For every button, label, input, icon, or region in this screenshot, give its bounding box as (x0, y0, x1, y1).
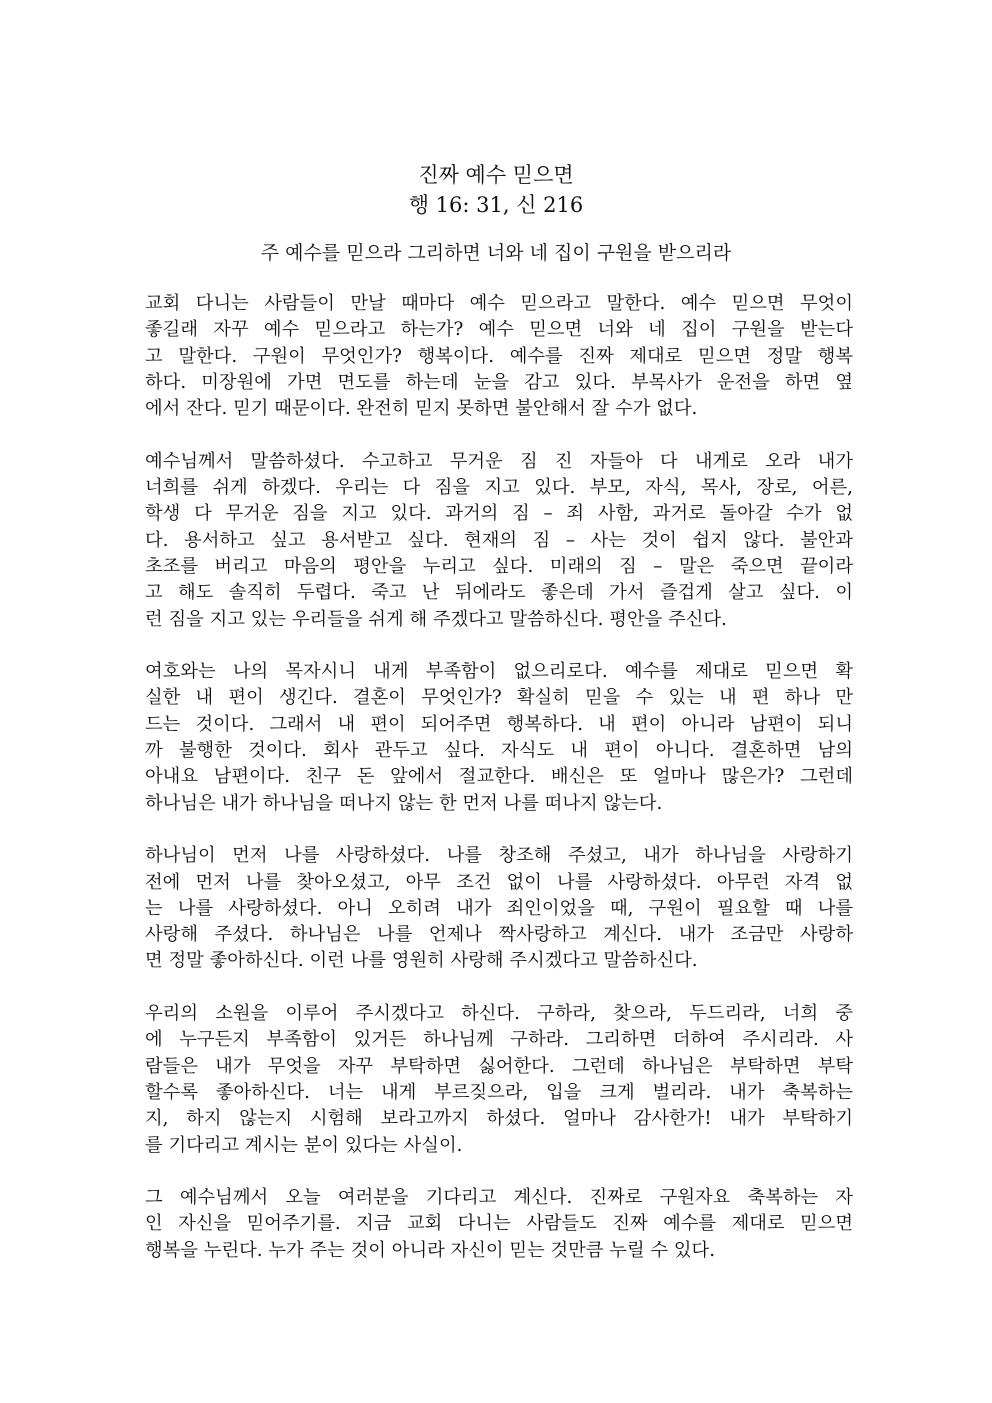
paragraph-6 (145, 1185, 853, 1264)
text-line: 교회 다니는 사람들이 만날 때마다 예수 믿으라고 말한다. 예수 믿으면 무엇이 (145, 293, 853, 314)
paragraph-5 (145, 1001, 853, 1159)
text-line: 를 기다리고 계시는 분이 있다는 사실이. (145, 1134, 463, 1156)
scripture-reference: 행 16: 31, 신 216 (408, 193, 584, 217)
sermon-title: 진짜 예수 믿으면 (418, 163, 574, 187)
text-line: 전에 먼저 나를 찾아오셨고, 아무 조건 없이 나를 사랑하셨다. 아무런 자격 없 (145, 871, 853, 893)
text-line: 고 말한다. 구원이 무엇인가? 행복이다. 예수를 진짜 제대로 믿으면 정말 행복 (145, 345, 853, 367)
text-line: 람들은 내가 무엇을 자꾸 부탁하면 싫어한다. 그런데 하나님은 부탁하면 부탁 (145, 1055, 853, 1077)
text-line: 는 나를 사랑하셨다. 아니 오히려 내가 죄인이었을 때, 구원이 필요할 때 나를 (145, 897, 853, 919)
text-line: 에 누구든지 부족함이 있거든 하나님께 구하라. 그리하면 더하여 주시리라. 사 (145, 1029, 853, 1051)
paragraph-3 (145, 659, 853, 817)
text-line: 우리의 소원을 이루어 주시겠다고 하신다. 구하라, 찾으라, 두드리라, 너희 중 (145, 1003, 853, 1025)
sermon-body (145, 291, 853, 1290)
text-line: 인 자신을 믿어주기를. 지금 교회 다니는 사람들도 진짜 예수를 제대로 믿으면 (145, 1213, 853, 1235)
text-line: 에서 잔다. 믿기 때문이다. 완전히 믿지 못하면 불안해서 잘 수가 없다. (145, 398, 698, 420)
text-line: 까 불행한 것이다. 회사 관두고 싶다. 자식도 내 편이 아니다. 결혼하면 남의 (145, 740, 853, 762)
text-line: 실한 내 편이 생긴다. 결혼이 무엇인가? 확실히 믿을 수 있는 내 편 하나 만 (145, 687, 853, 709)
text-line: 고 해도 솔직히 두렵다. 죽고 난 뒤에라도 좋은데 가서 즐겁게 살고 싶다. 이 (145, 582, 853, 604)
text-line: 학생 다 무거운 짐을 지고 있다. 과거의 짐 – 죄 사함, 과거로 돌아갈 수가 없 (145, 503, 853, 525)
text-line: 하나님은 내가 하나님을 떠나지 않는 한 먼저 나를 떠나지 않는다. (145, 792, 663, 814)
text-line: 런 짐을 지고 있는 우리들을 쉬게 해 주겠다고 말씀하신다. 평안을 주신다. (145, 608, 727, 630)
text-line: 면 정말 좋아하신다. 이런 나를 영원히 사랑해 주시겠다고 말씀하신다. (145, 950, 698, 972)
text-line: 하나님이 먼저 나를 사랑하셨다. 나를 창조해 주셨고, 내가 하나님을 사랑하기 (145, 845, 853, 867)
paragraph-4 (145, 843, 853, 974)
text-line: 지, 하지 않는지 시험해 보라고까지 하셨다. 얼마나 감사한가! 내가 부탁하기 (145, 1108, 853, 1130)
text-line: 할수록 좋아하신다. 너는 내게 부르짖으라, 입을 크게 벌리라. 내가 축복하는 (145, 1081, 853, 1103)
paragraph-1 (145, 291, 853, 422)
text-line: 아내요 남편이다. 친구 돈 앞에서 절교한다. 배신은 또 얼마나 많은가? 그런데 (145, 766, 853, 788)
text-line: 다. 용서하고 싶고 용서받고 싶다. 현재의 짐 – 사는 것이 쉽지 않다. 불안과 (145, 529, 853, 551)
text-line: 하다. 미장원에 가면 면도를 하는데 눈을 감고 있다. 부목사가 운전을 하면 옆 (145, 371, 853, 393)
text-line: 행복을 누린다. 누가 주는 것이 아니라 자신이 믿는 것만큼 누릴 수 있다. (145, 1239, 716, 1261)
key-verse: 주 예수를 믿으라 그리하면 너와 네 집이 구원을 받으리라 (260, 242, 732, 264)
text-line: 예수님께서 말씀하셨다. 수고하고 무거운 짐 진 자들아 다 내게로 오라 내가 (145, 450, 853, 472)
text-line: 여호와는 나의 목자시니 내게 부족함이 없으리로다. 예수를 제대로 믿으면 확 (145, 661, 853, 683)
text-line: 사랑해 주셨다. 하나님은 나를 언제나 짝사랑하고 계신다. 내가 조금만 사랑하 (145, 924, 853, 946)
text-line: 너희를 쉬게 하겠다. 우리는 다 짐을 지고 있다. 부모, 자식, 목사, 장로, 어른, (145, 477, 853, 499)
text-line: 그 예수님께서 오늘 여러분을 기다리고 계신다. 진짜로 구원자요 축복하는 자 (145, 1187, 853, 1209)
text-line: 초조를 버리고 마음의 평안을 누리고 싶다. 미래의 짐 – 말은 죽으면 끝이라 (145, 555, 853, 577)
text-line: 좋길래 자꾸 예수 믿으라고 하는가? 예수 믿으면 너와 네 집이 구원을 받는다 (145, 319, 853, 341)
paragraph-2 (145, 449, 853, 633)
text-line: 드는 것이다. 그래서 내 편이 되어주면 행복하다. 내 편이 아니라 남편이 되니 (145, 713, 853, 735)
